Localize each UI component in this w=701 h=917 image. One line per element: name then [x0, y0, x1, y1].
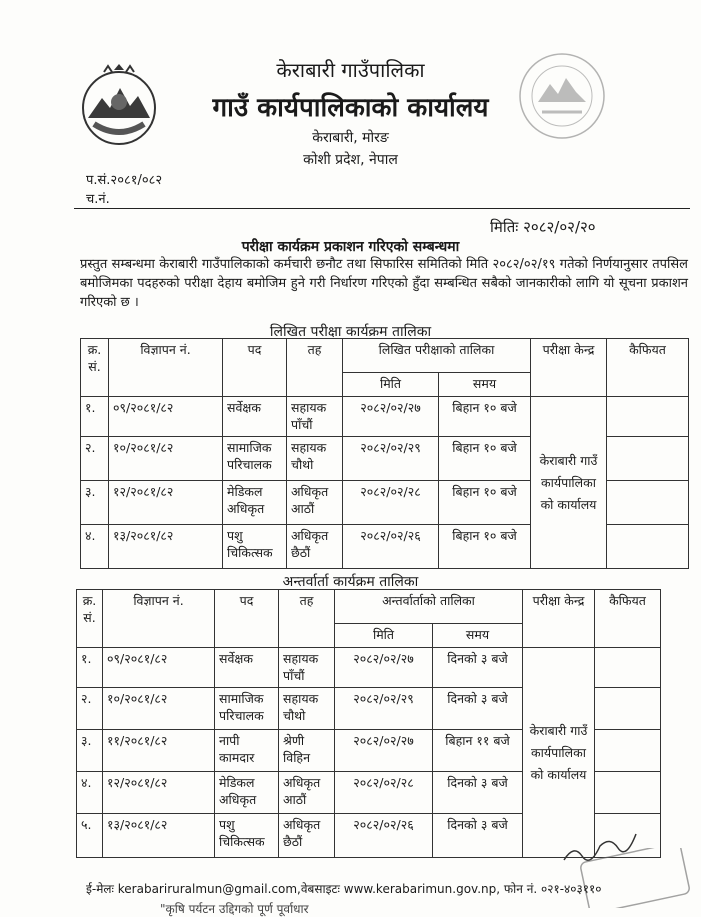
cell-adv: ११/२०८१/८२: [103, 730, 215, 772]
col-header-center: परीक्षा केन्द्र: [523, 590, 595, 648]
col-header-post: पद: [215, 590, 279, 648]
officer-stamp-icon: [580, 848, 690, 908]
cell-sn: २.: [81, 437, 109, 481]
cell-level: अधिकृत छैठौं: [279, 814, 335, 858]
footer-contact: ई-मेलः kerabariruralmun@gmail.com,वेबसाइटः www.kerabarimun.gov.np, फोन नं. ०२१-४०३११०: [86, 882, 602, 896]
cell-adv: १२/२०८१/८२: [103, 772, 215, 814]
cell-sn: २.: [77, 688, 103, 730]
col-header-time: समय: [433, 624, 523, 648]
municipality-name: केराबारी गाउँपालिका: [276, 58, 425, 82]
cell-level: सहायक पाँचौं: [279, 648, 335, 688]
interview-table-title: अन्तर्वार्ता कार्यक्रम तालिका: [282, 574, 419, 590]
cell-post: पशु चिकित्सक: [223, 525, 287, 569]
cell-date: २०८२/०२/२९: [335, 688, 433, 730]
cell-remarks: [595, 772, 661, 814]
cell-sn: ३.: [77, 730, 103, 772]
cell-post: सामाजिक परिचालक: [215, 688, 279, 730]
dispatch-number: च.नं.: [86, 192, 110, 207]
cell-remarks: [607, 481, 689, 525]
letter-subject: परीक्षा कार्यक्रम प्रकाशन गरिएको सम्बन्धमा: [241, 239, 460, 255]
exam-center-cell: केराबारी गाउँ कार्यपालिका को कार्यालय: [531, 397, 607, 569]
col-header-post: पद: [223, 339, 287, 397]
cell-post: सर्वेक्षक: [215, 648, 279, 688]
col-header-center: परीक्षा केन्द्र: [531, 339, 607, 397]
cell-sn: १.: [77, 648, 103, 688]
cell-time: दिनको ३ बजे: [433, 814, 523, 858]
letter-body: प्रस्तुत सम्बन्धमा केराबारी गाउँपालिकाको कर्मचारी छनौट तथा सिफारिस समितिको मिति २०८२/०२/१९ गतेको निर्णयानुसार तपसिल बमोजिमका पदहरुको परीक्षा देहाय बमोजिम हुने गरी निर्धारण गरिएको हुँदा सम्बन्धित सबैको जानकारीको लागि यो सूचना प्रकाशन गरिएको छ ।: [80, 257, 688, 310]
cell-level: अधिकृत आठौं: [287, 481, 343, 525]
cell-date: २०८२/०२/२६: [343, 525, 439, 569]
written-table-title: लिखित परीक्षा कार्यक्रम तालिका: [269, 324, 432, 340]
col-header-remarks: कैफियत: [595, 590, 661, 648]
cell-sn: ४.: [81, 525, 109, 569]
cell-post: सर्वेक्षक: [223, 397, 287, 437]
cell-post: मेडिकल अधिकृत: [215, 772, 279, 814]
interview-center-cell: केराबारी गाउँ कार्यपालिका को कार्यालय: [523, 648, 595, 858]
table-row: [77, 648, 661, 688]
cell-adv: १२/२०८१/८२: [109, 481, 223, 525]
col-header-adv: विज्ञापन नं.: [109, 339, 223, 397]
cell-date: २०८२/०२/२६: [335, 814, 433, 858]
col-header-date: मिति: [343, 373, 439, 397]
cell-date: २०८२/०२/२७: [335, 730, 433, 772]
cell-time: बिहान ११ बजे: [433, 730, 523, 772]
cell-time: बिहान १० बजे: [439, 397, 531, 437]
cell-remarks: [595, 688, 661, 730]
cell-sn: ५.: [77, 814, 103, 858]
cell-remarks: [607, 525, 689, 569]
cell-date: २०८२/०२/२७: [335, 648, 433, 688]
cell-level: सहायक पाँचौं: [287, 397, 343, 437]
cell-remarks: [595, 648, 661, 688]
cell-adv: ०९/२०८१/८२: [103, 648, 215, 688]
cell-time: बिहान १० बजे: [439, 437, 531, 481]
table-row: [81, 397, 689, 437]
cell-remarks: [607, 397, 689, 437]
cell-post: मेडिकल अधिकृत: [223, 481, 287, 525]
cell-level: अधिकृत छैठौं: [287, 525, 343, 569]
cell-adv: १०/२०८१/८२: [109, 437, 223, 481]
cell-sn: १.: [81, 397, 109, 437]
header-divider: [74, 208, 690, 209]
address-line-1: केराबारी, मोरङ: [312, 130, 389, 146]
cell-level: श्रेणी विहिन: [279, 730, 335, 772]
cell-level: सहायक चौथो: [279, 688, 335, 730]
address-line-2: कोशी प्रदेश, नेपाल: [303, 152, 398, 168]
cell-time: बिहान १० बजे: [439, 525, 531, 569]
cell-adv: १३/२०८१/८२: [109, 525, 223, 569]
cell-time: बिहान १० बजे: [439, 481, 531, 525]
office-name: गाउँ कार्यपालिकाको कार्यालय: [212, 93, 489, 123]
col-header-adv: विज्ञापन नं.: [103, 590, 215, 648]
cell-post: सामाजिक परिचालक: [223, 437, 287, 481]
cell-post: नापी कामदार: [215, 730, 279, 772]
cell-date: २०८२/०२/२७: [343, 397, 439, 437]
letter-date: मितिः २०८२/०२/२०: [490, 218, 596, 236]
cell-adv: १३/२०८१/८२: [103, 814, 215, 858]
col-header-schedule: अन्तर्वार्ताको तालिका: [335, 590, 523, 624]
col-header-level: तह: [287, 339, 343, 397]
reference-number: प.सं.२०८१/०८२: [86, 173, 163, 188]
written-exam-table: [80, 338, 689, 569]
interview-table: [76, 589, 661, 858]
cell-time: दिनको ३ बजे: [433, 772, 523, 814]
cell-adv: ०९/२०८१/८२: [109, 397, 223, 437]
col-header-sn: क्र. सं.: [81, 339, 109, 397]
cell-date: २०८२/०२/२८: [343, 481, 439, 525]
cell-level: अधिकृत आठौं: [279, 772, 335, 814]
cell-remarks: [595, 730, 661, 772]
cell-sn: ४.: [77, 772, 103, 814]
col-header-remarks: कैफियत: [607, 339, 689, 397]
cell-level: सहायक चौथो: [287, 437, 343, 481]
cell-time: दिनको ३ बजे: [433, 648, 523, 688]
footer-slogan: "कृषि पर्यटन उद्दिगको पूर्ण पूर्वाधार: [160, 902, 309, 916]
col-header-level: तह: [279, 590, 335, 648]
cell-date: २०८२/०२/२८: [335, 772, 433, 814]
cell-adv: १०/२०८१/८२: [103, 688, 215, 730]
cell-date: २०८२/०२/२९: [343, 437, 439, 481]
cell-time: दिनको ३ बजे: [433, 688, 523, 730]
col-header-sn: क्र. सं.: [77, 590, 103, 648]
col-header-date: मिति: [335, 624, 433, 648]
cell-sn: ३.: [81, 481, 109, 525]
col-header-schedule: लिखित परीक्षाको तालिका: [343, 339, 531, 373]
cell-post: पशु चिकित्सक: [215, 814, 279, 858]
cell-remarks: [607, 437, 689, 481]
col-header-time: समय: [439, 373, 531, 397]
